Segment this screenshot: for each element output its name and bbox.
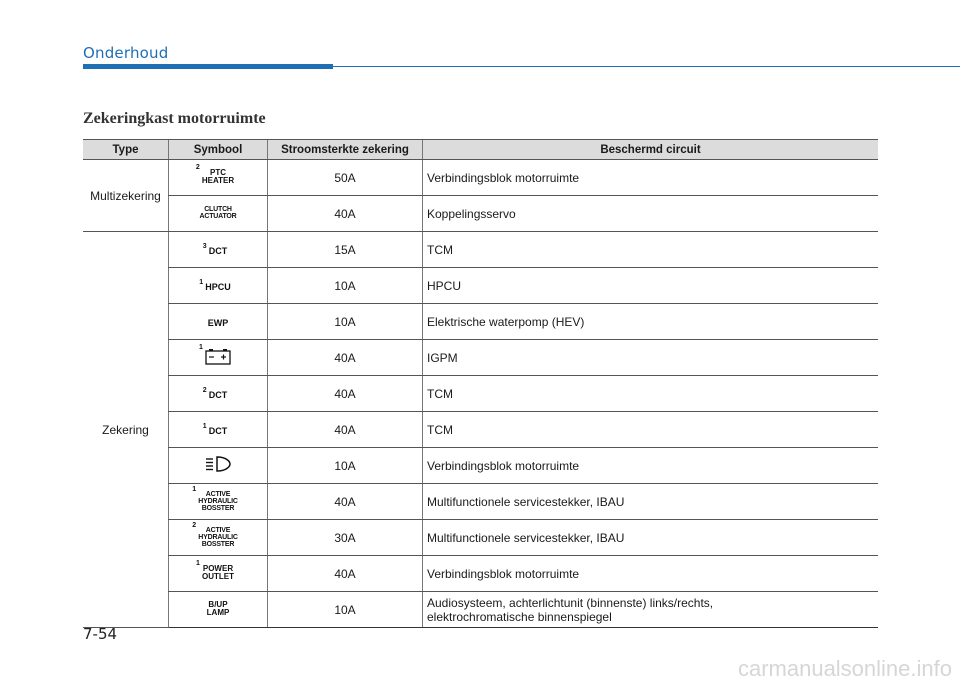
circuit-cell: Verbindingsblok motorruimte [423,556,879,592]
col-header-amperage: Stroomsterkte zekering [268,140,423,160]
table-row [83,304,878,340]
amperage-cell: 40A [268,484,423,520]
amperage-cell: 30A [268,520,423,556]
circuit-line: elektrochromatische binnenspiegel [427,609,612,624]
symbol-cell [169,484,268,520]
symbol-line: B/UP [208,600,228,609]
col-header-circuit: Beschermd circuit [423,140,879,160]
table-row [83,448,878,484]
symbol-line: HPCU [205,281,231,292]
amperage-cell: 10A [268,592,423,628]
table-header-row [83,140,878,160]
page-heading: Zekeringkast motorruimte [83,110,266,127]
symbol-line: POWER [202,564,234,573]
circuit-cell: Multifunctionele servicestekker, IBAU [423,520,879,556]
symbol-line: EWP [207,317,229,328]
symbol-cell [169,556,268,592]
table-row [83,556,878,592]
circuit-cell: Verbindingsblok motorruimte [423,448,879,484]
col-header-symbol: Symbool [169,140,268,160]
symbol-cell [169,520,268,556]
col-header-type: Type [83,140,169,160]
symbol-cell [169,232,268,268]
header-rule-line [333,66,960,67]
amperage-cell: 40A [268,340,423,376]
fuse-symbol-ewp [208,319,229,328]
table-row [83,376,878,412]
symbol-line: DCT [208,425,228,436]
symbol-cell [169,196,268,232]
watermark: carmanualsonline.info [737,656,952,681]
symbol-line: CLUTCH [204,206,232,213]
fuse-symbol-backup-lamp [207,601,230,617]
symbol-line: PTC [209,168,226,177]
page-number: 7-54 [83,625,118,643]
battery-icon [205,348,231,365]
table-row [83,232,878,268]
headlamp-icon [203,454,233,474]
circuit-cell: TCM [423,412,879,448]
fuse-symbol-active-hydraulic-bosster [192,521,238,548]
symbol-cell [169,160,268,196]
type-cell: Zekering [83,232,169,628]
table-row [83,160,878,196]
fuse-symbol-hpcu [199,278,231,292]
symbol-line: ACTIVE [205,490,231,498]
symbol-line: DCT [208,389,228,400]
symbol-superscript: 2 [202,386,207,394]
type-cell: Multizekering [83,160,169,232]
amperage-cell: 40A [268,196,423,232]
circuit-cell: TCM [423,232,879,268]
symbol-line: OUTLET [202,572,234,581]
table-row [83,268,878,304]
table-row [83,340,878,376]
amperage-cell: 40A [268,412,423,448]
symbol-line: DCT [208,245,228,256]
symbol-superscript: 1 [196,560,200,567]
symbol-superscript: 1 [192,485,196,493]
symbol-line: BOSSTER [201,540,235,548]
circuit-cell: Elektrische waterpomp (HEV) [423,304,879,340]
circuit-cell: Verbindingsblok motorruimte [423,160,879,196]
symbol-cell [169,268,268,304]
circuit-cell: TCM [423,376,879,412]
fuse-symbol-active-hydraulic-bosster [192,485,238,512]
symbol-cell [169,592,268,628]
circuit-cell: HPCU [423,268,879,304]
fuse-symbol-battery [199,343,231,367]
amperage-cell: 40A [268,376,423,412]
amperage-cell: 10A [268,448,423,484]
symbol-superscript: 2 [192,521,196,529]
amperage-cell: 15A [268,232,423,268]
symbol-superscript: 3 [202,242,207,250]
amperage-cell: 10A [268,304,423,340]
symbol-cell [169,448,268,484]
symbol-line: HYDRAULIC [198,497,238,505]
amperage-cell: 50A [268,160,423,196]
circuit-cell [423,592,879,628]
amperage-cell: 40A [268,556,423,592]
symbol-line: HYDRAULIC [198,533,238,541]
fuse-symbol-dct [202,422,228,436]
section-title: Onderhoud [83,44,169,62]
symbol-cell [169,304,268,340]
table-row [83,412,878,448]
table-row [83,520,878,556]
symbol-cell [169,340,268,376]
circuit-cell: Koppelingsservo [423,196,879,232]
fuse-symbol-dct [202,242,228,256]
symbol-superscript: 2 [195,164,200,171]
table-row [83,592,878,628]
table-row [83,196,878,232]
circuit-cell: Multifunctionele servicestekker, IBAU [423,484,879,520]
circuit-cell: IGPM [423,340,879,376]
fuse-table [83,139,878,628]
header-rule-accent [83,64,333,69]
symbol-line: HEATER [201,176,235,185]
symbol-cell [169,412,268,448]
symbol-superscript: 1 [199,278,204,286]
table-row [83,484,878,520]
symbol-line: BOSSTER [201,504,235,512]
amperage-cell: 10A [268,268,423,304]
symbol-cell [169,376,268,412]
circuit-line: Audiosysteem, achterlichtunit (binnenste) links/rechts, [427,595,714,610]
fuse-symbol-dct [202,386,228,400]
fuse-symbol-ptc-heater [195,164,235,185]
symbol-superscript: 1 [202,422,207,430]
fuse-symbol-power-outlet [196,560,234,581]
symbol-line: ACTUATOR [199,213,237,220]
symbol-line: LAMP [206,608,230,617]
symbol-line: ACTIVE [205,526,231,534]
symbol-superscript: 1 [199,343,203,351]
fuse-symbol-clutch-actuator [199,206,236,220]
